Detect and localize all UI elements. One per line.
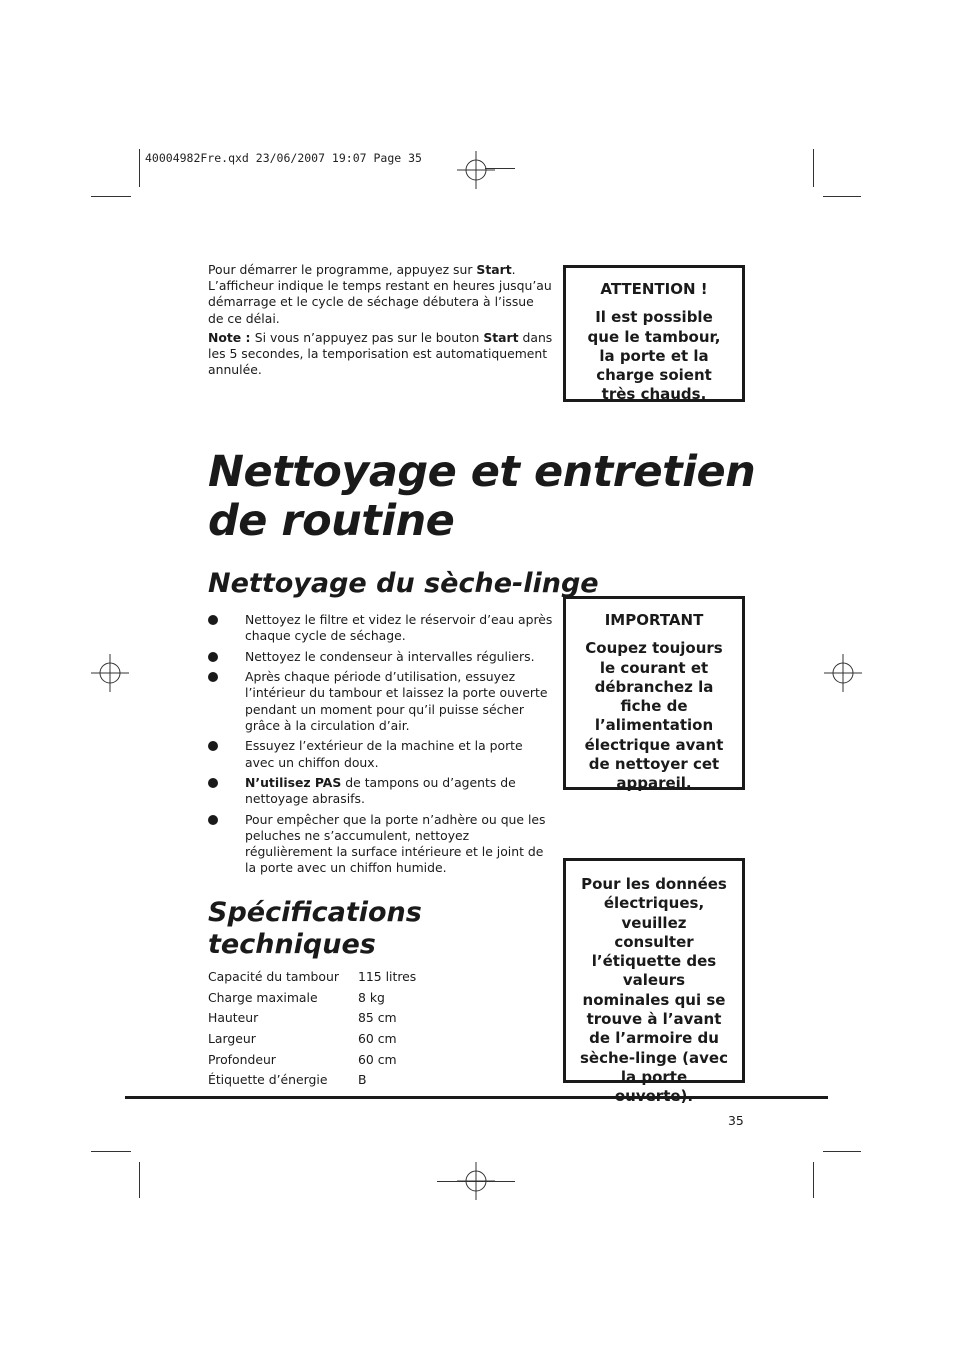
bullet-icon <box>208 741 218 751</box>
attention-box <box>563 265 745 402</box>
table-row: Étiquette d’énergie B <box>208 1072 367 1088</box>
important-box <box>563 596 745 793</box>
bullet-icon <box>208 815 218 825</box>
attention-text: Il est possible que le tambour, la porte et la charge soient très chauds. <box>587 308 721 404</box>
registration-mark-icon <box>457 151 495 189</box>
list-item: N’utilisez PAS de tampons ou d’agents de nettoyage abrasifs. <box>208 775 553 807</box>
registration-mark-icon <box>824 654 862 692</box>
important-text: Coupez toujours le courant et débranchez la fiche de l’alimentation électrique avant de nettoyer cet appareil. <box>584 639 724 793</box>
cleaning-list <box>208 612 553 881</box>
print-slug: 40004982Fre.qxd 23/06/2007 19:07 Page 35 <box>145 151 422 165</box>
section-heading-cleaning: Nettoyage du sèche-linge <box>208 568 599 599</box>
bullet-icon <box>208 778 218 788</box>
electrical-info-text: Pour les données électriques, veuillez consulter l’étiquette des valeurs nominales qui se trouve à l’avant de l’armoire du sèche-linge (avec la porte <box>580 875 728 1086</box>
important-heading: IMPORTANT <box>604 611 704 629</box>
list-item: Pour empêcher que la porte n’adhère ou que les peluches ne s’accumulent, nettoyez régulièrement la surface intérieure et le joint de la porte avec un chiffon humide. <box>208 812 553 877</box>
list-item: Après chaque période d’utilisation, essuyez l’intérieur du tambour et laissez la porte ouverte pendant un moment pour qu’il puisse sécher grâce à la circulation d’air. <box>208 669 553 734</box>
bullet-icon <box>208 652 218 662</box>
registration-mark-icon <box>91 654 129 692</box>
table-row: Capacité du tambour 115 litres <box>208 969 417 984</box>
list-item: Essuyez l’extérieur de la machine et la porte avec un chiffon doux. <box>208 738 553 770</box>
section-heading-specs: Spécifications techniques <box>208 897 422 960</box>
electrical-info-box <box>563 858 745 1086</box>
list-item: Nettoyez le condenseur à intervalles réguliers. <box>208 649 553 665</box>
intro-text <box>208 262 553 381</box>
attention-heading: ATTENTION ! <box>600 280 708 298</box>
table-row: Largeur 60 cm <box>208 1031 397 1047</box>
page-title: Nettoyage et entretien de routine <box>208 447 756 546</box>
list-item: Nettoyez le filtre et videz le réservoir d’eau après chaque cycle de séchage. <box>208 612 553 644</box>
table-row: Charge maximale 8 kg <box>208 989 385 1005</box>
note-paragraph: Note : Si vous n’appuyez pas sur le bouton Start dans les 5 secondes, la temporisation est automatiquement annulée. <box>208 329 553 378</box>
table-row: Hauteur 85 cm <box>208 1010 397 1026</box>
bullet-icon <box>208 615 218 625</box>
table-row: Profondeur 60 cm <box>208 1051 397 1067</box>
page-number: 35 <box>728 1113 744 1128</box>
footer-rule <box>125 1096 828 1099</box>
bullet-icon <box>208 672 218 682</box>
registration-mark-icon <box>457 1162 495 1200</box>
intro-paragraph: Pour démarrer le programme, appuyez sur Start. L’afficheur indique le temps restant en heures jusqu’au démarrage et le cycle de séchage débutera à l’issue de ce délai. <box>208 262 552 326</box>
specs-table <box>208 969 416 1093</box>
